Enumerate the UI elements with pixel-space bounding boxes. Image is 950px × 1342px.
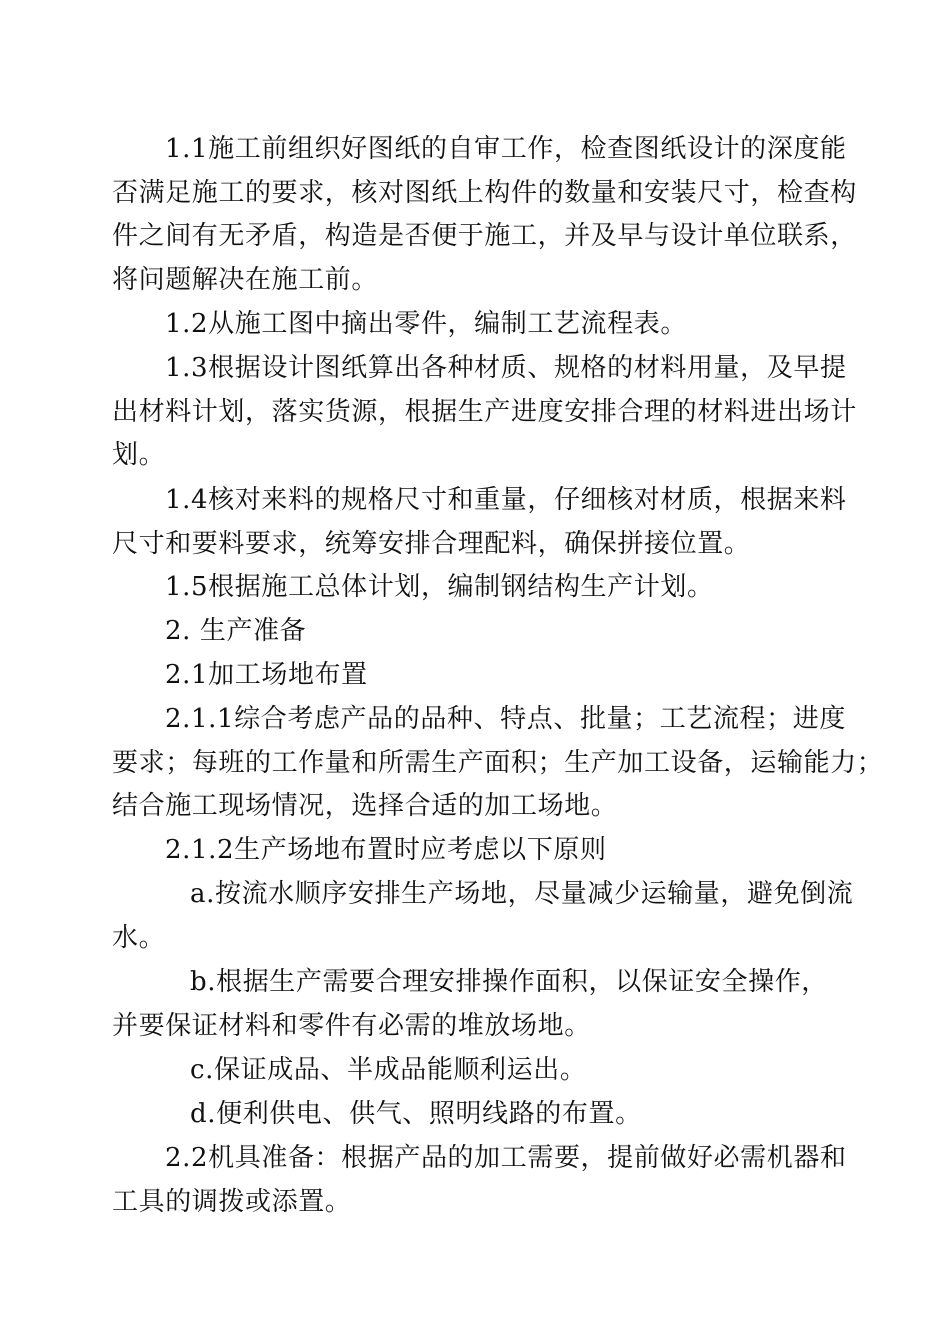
- list-item-a: a.按流水顺序安排生产场地，尽量减少运输量，避免倒流: [190, 879, 854, 909]
- list-item-a-cont: 水。: [112, 923, 166, 953]
- text-line-25: 工具的调拨或添置。: [112, 1187, 352, 1217]
- section-heading: 2. 生产准备: [165, 616, 307, 646]
- text-line-9: 1.4核对来料的规格尺寸和重量，仔细核对材质，根据来料: [165, 485, 847, 515]
- text-line-14: 2.1.1综合考虑产品的品种、特点、批量；工艺流程；进度: [165, 704, 846, 734]
- text-line-4: 将问题解决在施工前。: [112, 265, 379, 295]
- text-line-6: 1.3根据设计图纸算出各种材质、规格的材料用量，及早提: [165, 353, 847, 383]
- subsection-heading: 2.1加工场地布置: [165, 660, 368, 690]
- list-item-d: d.便利供电、供气、照明线路的布置。: [190, 1099, 642, 1129]
- list-item-c: c.保证成品、半成品能顺利运出。: [190, 1055, 587, 1085]
- text-line-5: 1.2从施工图中摘出零件，编制工艺流程表。: [165, 309, 687, 339]
- text-line-10: 尺寸和要料要求，统筹安排合理配料，确保拼接位置。: [112, 529, 751, 559]
- text-line-8: 划。: [112, 440, 166, 470]
- text-line-24: 2.2机具准备：根据产品的加工需要，提前做好必需机器和: [165, 1143, 847, 1173]
- text-line-1: 1.1施工前组织好图纸的自审工作，检查图纸设计的深度能: [165, 134, 847, 164]
- text-line-16: 结合施工现场情况，选择合适的加工场地。: [112, 791, 618, 821]
- text-line-17: 2.1.2生产场地布置时应考虑以下原则: [165, 835, 607, 865]
- list-item-b-cont: 并要保证材料和零件有必需的堆放场地。: [112, 1011, 591, 1041]
- text-line-2: 否满足施工的要求，核对图纸上构件的数量和安装尺寸，检查构: [112, 178, 857, 208]
- text-line-11: 1.5根据施工总体计划，编制钢结构生产计划。: [165, 572, 714, 602]
- list-item-b: b.根据生产需要合理安排操作面积，以保证安全操作，: [190, 967, 828, 997]
- text-line-3: 件之间有无矛盾，构造是否便于施工，并及早与设计单位联系，: [112, 221, 857, 251]
- text-line-15: 要求；每班的工作量和所需生产面积；生产加工设备，运输能力；: [112, 748, 884, 778]
- text-line-7: 出材料计划，落实货源，根据生产进度安排合理的材料进出场计: [112, 397, 857, 427]
